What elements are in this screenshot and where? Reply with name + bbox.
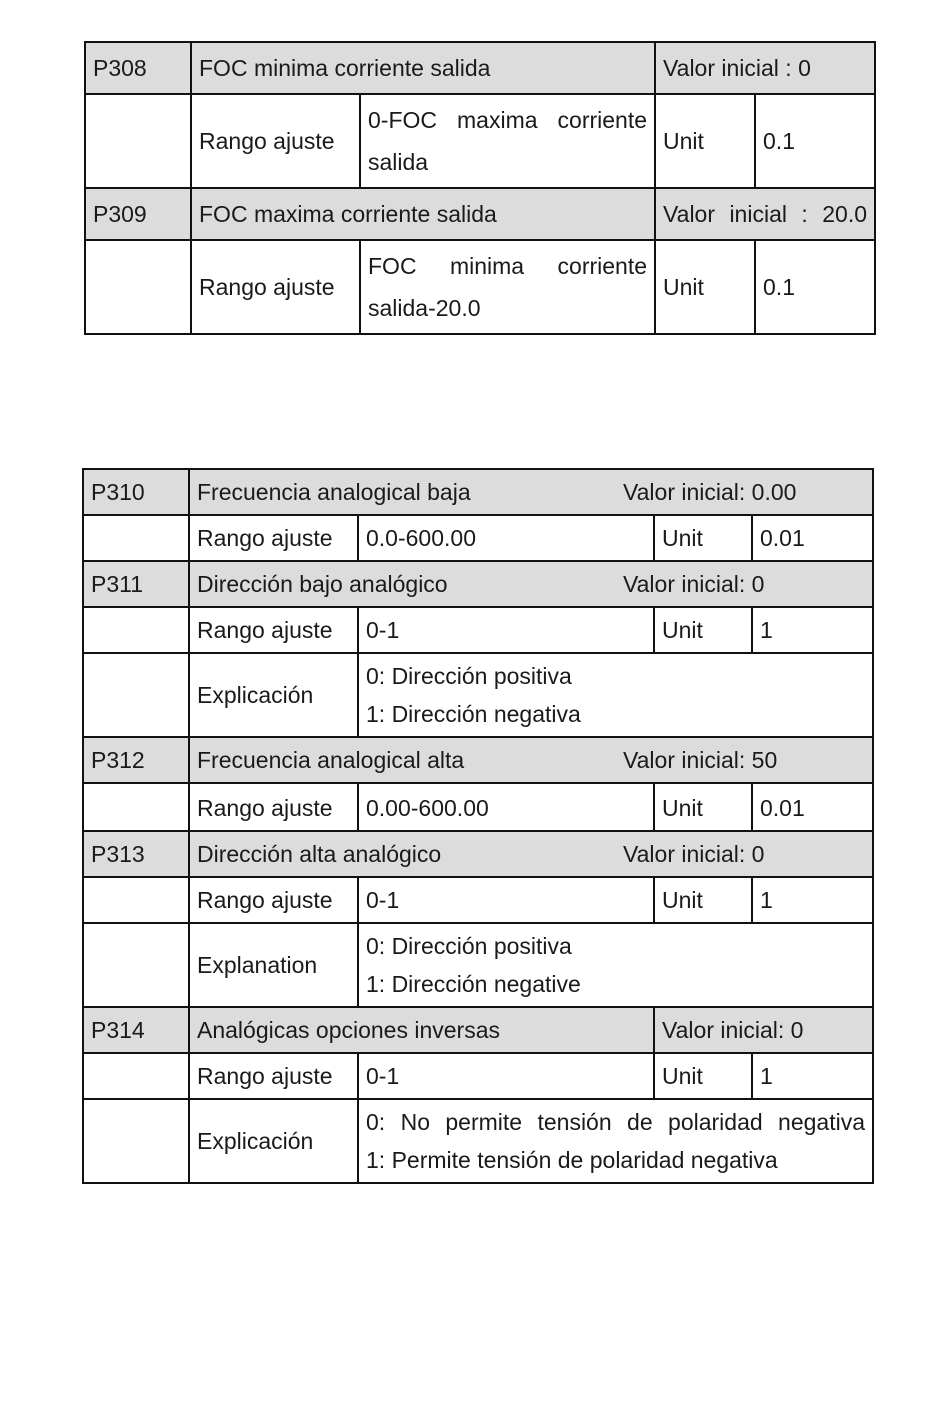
unit-label: Unit	[654, 877, 752, 923]
range-label: Rango ajuste	[191, 240, 360, 334]
param-name: Analógicas opciones inversas	[189, 1007, 654, 1053]
param-range-row-p314	[83, 1053, 873, 1099]
param-range-row-p309	[85, 240, 875, 334]
param-explanation-row-p311	[83, 653, 873, 737]
param-name: Frecuencia analogical alta	[189, 737, 616, 783]
range-label: Rango ajuste	[189, 515, 358, 561]
unit-label: Unit	[655, 240, 755, 334]
empty-cell	[83, 783, 189, 831]
param-range-row-p310	[83, 515, 873, 561]
param-initial-value: Valor inicial: 0.00	[616, 469, 873, 515]
explanation-label: Explicación	[189, 1099, 358, 1183]
param-code: P310	[83, 469, 189, 515]
range-value: FOC minima corriente salida-20.0	[360, 240, 655, 334]
param-header-row-p309	[85, 188, 875, 240]
range-value: 0-1	[358, 877, 654, 923]
explanation-label: Explicación	[189, 653, 358, 737]
explanation-line: 1: Dirección negative	[366, 971, 581, 997]
param-initial-value: Valor inicial: 0	[616, 831, 873, 877]
empty-cell	[85, 240, 191, 334]
empty-cell	[83, 515, 189, 561]
param-name: FOC minima corriente salida	[191, 42, 655, 94]
param-name: Frecuencia analogical baja	[189, 469, 616, 515]
param-name: Dirección alta analógico	[189, 831, 616, 877]
param-header-row-p312	[83, 737, 873, 783]
param-range-row-p311	[83, 607, 873, 653]
param-code: P308	[85, 42, 191, 94]
range-label: Rango ajuste	[189, 1053, 358, 1099]
range-value: 0-1	[358, 1053, 654, 1099]
explanation-label: Explanation	[189, 923, 358, 1007]
param-header-row-p308	[85, 42, 875, 94]
param-initial-value: Valor inicial : 0	[655, 42, 875, 94]
range-label: Rango ajuste	[189, 783, 358, 831]
param-range-row-p313	[83, 877, 873, 923]
unit-value: 0.01	[752, 783, 873, 831]
empty-cell	[83, 877, 189, 923]
range-value: 0.00-600.00	[358, 783, 654, 831]
param-explanation-row-p314	[83, 1099, 873, 1183]
empty-cell	[85, 94, 191, 188]
unit-value: 1	[752, 877, 873, 923]
unit-value: 0.1	[755, 94, 875, 188]
explanation-line: 0: No permite tensión de polaridad negativa	[366, 1109, 866, 1135]
param-header-row-p313	[83, 831, 873, 877]
unit-label: Unit	[654, 1053, 752, 1099]
range-value: 0.0-600.00	[358, 515, 654, 561]
param-name: FOC maxima corriente salida	[191, 188, 655, 240]
unit-label: Unit	[654, 607, 752, 653]
unit-label: Unit	[654, 783, 752, 831]
param-initial-value: Valor inicial : 20.0	[655, 188, 875, 240]
explanation-text	[358, 923, 873, 1007]
unit-value: 1	[752, 1053, 873, 1099]
unit-value: 0.1	[755, 240, 875, 334]
range-label: Rango ajuste	[191, 94, 360, 188]
range-value: 0-FOC maxima corriente salida	[360, 94, 655, 188]
empty-cell	[83, 1099, 189, 1183]
range-label: Rango ajuste	[189, 607, 358, 653]
param-explanation-row-p313	[83, 923, 873, 1007]
explanation-line: 1: Permite tensión de polaridad negativa	[366, 1147, 778, 1173]
param-initial-value: Valor inicial: 50	[616, 737, 873, 783]
param-header-row-p310	[83, 469, 873, 515]
explanation-line: 1: Dirección negativa	[366, 701, 581, 727]
unit-label: Unit	[655, 94, 755, 188]
explanation-line: 0: Dirección positiva	[366, 663, 572, 689]
param-header-row-p311	[83, 561, 873, 607]
param-code: P312	[83, 737, 189, 783]
empty-cell	[83, 653, 189, 737]
unit-value: 1	[752, 607, 873, 653]
explanation-text	[358, 1099, 873, 1183]
range-value: 0-1	[358, 607, 654, 653]
param-code: P314	[83, 1007, 189, 1053]
parameter-table-p308-p309	[84, 41, 876, 335]
explanation-text	[358, 653, 873, 737]
param-range-row-p312	[83, 783, 873, 831]
param-header-row-p314	[83, 1007, 873, 1053]
unit-value: 0.01	[752, 515, 873, 561]
explanation-line: 0: Dirección positiva	[366, 933, 572, 959]
param-initial-value: Valor inicial: 0	[616, 561, 873, 607]
param-code: P313	[83, 831, 189, 877]
empty-cell	[83, 607, 189, 653]
empty-cell	[83, 1053, 189, 1099]
param-code: P309	[85, 188, 191, 240]
empty-cell	[83, 923, 189, 1007]
param-code: P311	[83, 561, 189, 607]
param-name: Dirección bajo analógico	[189, 561, 616, 607]
parameter-table-p310-p314	[82, 468, 874, 1184]
param-range-row-p308	[85, 94, 875, 188]
param-initial-value: Valor inicial: 0	[654, 1007, 873, 1053]
unit-label: Unit	[654, 515, 752, 561]
range-label: Rango ajuste	[189, 877, 358, 923]
